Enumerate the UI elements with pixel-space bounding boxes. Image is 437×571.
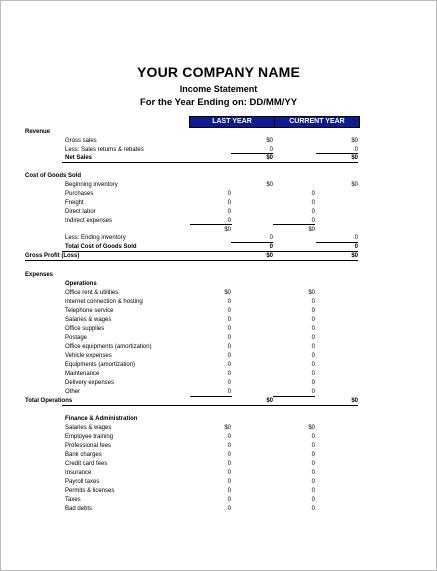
statement-row bbox=[1, 128, 436, 137]
row-label: Cost of Goods Sold bbox=[25, 173, 81, 179]
row-value: 0 bbox=[227, 461, 231, 467]
row-label: Net Sales bbox=[65, 155, 93, 161]
row-value: 0 bbox=[311, 470, 315, 476]
row-value: 0 bbox=[311, 497, 315, 503]
row-label: Insurance bbox=[65, 470, 92, 476]
row-value: 0 bbox=[311, 326, 315, 332]
row-label: Indirect expenses bbox=[65, 218, 113, 224]
row-value: 0 bbox=[269, 235, 273, 241]
row-label: Telephone service bbox=[65, 308, 114, 314]
row-value: 0 bbox=[227, 497, 231, 503]
row-label: Office supplies bbox=[65, 326, 105, 332]
statement-row bbox=[1, 496, 436, 505]
row-label: Beginning inventory bbox=[65, 182, 118, 188]
statement-row bbox=[1, 234, 436, 243]
statement-row bbox=[1, 325, 436, 334]
row-label: Bad debts bbox=[65, 506, 93, 512]
row-value: 0 bbox=[227, 209, 231, 215]
row-label: Employee training bbox=[65, 434, 114, 440]
statement-row bbox=[1, 460, 436, 469]
rule bbox=[273, 396, 315, 397]
row-value: 0 bbox=[311, 362, 315, 368]
row-label: Postage bbox=[65, 335, 88, 341]
row-value: $0 bbox=[308, 227, 315, 233]
statement-row bbox=[1, 361, 436, 370]
row-value: 0 bbox=[311, 461, 315, 467]
row-value: 0 bbox=[227, 389, 231, 395]
row-value: $0 bbox=[351, 253, 358, 259]
statement-row bbox=[1, 334, 436, 343]
row-value: 0 bbox=[227, 299, 231, 305]
rule bbox=[190, 396, 232, 397]
row-value: 0 bbox=[311, 434, 315, 440]
row-value: 0 bbox=[311, 371, 315, 377]
row-value: 0 bbox=[227, 335, 231, 341]
row-label: Finance & Administration bbox=[65, 416, 138, 422]
row-value: 0 bbox=[227, 326, 231, 332]
statement-row bbox=[1, 505, 436, 514]
rule bbox=[231, 242, 273, 243]
statement-row bbox=[1, 433, 436, 442]
row-label: Freight bbox=[65, 200, 84, 206]
row-value: 0 bbox=[311, 317, 315, 323]
statement-row bbox=[1, 379, 436, 388]
row-label: Office equipments (amortization) bbox=[65, 344, 152, 350]
statement-row bbox=[1, 172, 436, 181]
row-value: 0 bbox=[354, 244, 358, 250]
statement-row bbox=[1, 307, 436, 316]
row-value: $0 bbox=[266, 253, 273, 259]
row-value: $0 bbox=[266, 155, 273, 161]
total-cogs-rule bbox=[62, 251, 358, 252]
row-label: Salaries & wages bbox=[65, 425, 112, 431]
statement-row bbox=[1, 298, 436, 307]
row-value: $0 bbox=[351, 138, 358, 144]
row-label: Professional fees bbox=[65, 443, 112, 449]
row-value: 0 bbox=[311, 191, 315, 197]
row-value: 0 bbox=[311, 335, 315, 341]
total-operations-rule bbox=[62, 405, 358, 406]
row-value: $0 bbox=[266, 138, 273, 144]
statement-row bbox=[1, 181, 436, 190]
row-label: Operations bbox=[65, 281, 97, 287]
row-label: Less: Sales returns & rebates bbox=[65, 147, 144, 153]
statement-row bbox=[1, 424, 436, 433]
row-value: 0 bbox=[227, 380, 231, 386]
current-year-column-header: CURRENT YEAR bbox=[274, 116, 360, 128]
row-value: 0 bbox=[311, 488, 315, 494]
row-value: 0 bbox=[227, 191, 231, 197]
row-value: 0 bbox=[311, 353, 315, 359]
statement-period: For the Year Ending on: DD/MM/YY bbox=[139, 97, 298, 108]
statement-row bbox=[1, 415, 436, 424]
row-value: 0 bbox=[227, 479, 231, 485]
row-label: Salaries & wages bbox=[65, 317, 112, 323]
row-value: 0 bbox=[311, 380, 315, 386]
statement-row bbox=[1, 137, 436, 146]
row-value: 0 bbox=[227, 371, 231, 377]
row-value: $0 bbox=[224, 227, 231, 233]
row-value: 0 bbox=[311, 200, 315, 206]
row-value: 0 bbox=[269, 147, 273, 153]
row-value: 0 bbox=[354, 147, 358, 153]
row-label: Permits & licenses bbox=[65, 488, 115, 494]
rule bbox=[190, 224, 232, 225]
net-sales-rule bbox=[62, 162, 358, 163]
row-value: $0 bbox=[224, 290, 231, 296]
row-label: Internet connection & hosting bbox=[65, 299, 143, 305]
row-value: 0 bbox=[227, 362, 231, 368]
row-value: 0 bbox=[227, 443, 231, 449]
statement-row bbox=[1, 280, 436, 289]
row-value: 0 bbox=[227, 470, 231, 476]
row-label: Payroll taxes bbox=[65, 479, 100, 485]
statement-row bbox=[1, 199, 436, 208]
row-value: 0 bbox=[311, 209, 315, 215]
row-label: Total Cost of Goods Sold bbox=[65, 244, 137, 250]
row-value: $0 bbox=[351, 182, 358, 188]
row-label: Equipments (amortization) bbox=[65, 362, 136, 368]
statement-row bbox=[1, 451, 436, 460]
row-value: 0 bbox=[227, 317, 231, 323]
row-label: Bank charges bbox=[65, 452, 102, 458]
row-value: 0 bbox=[227, 344, 231, 350]
row-value: 0 bbox=[227, 506, 231, 512]
row-value: 0 bbox=[227, 353, 231, 359]
row-value: 0 bbox=[354, 235, 358, 241]
row-value: 0 bbox=[269, 244, 273, 250]
row-label: Maintenance bbox=[65, 371, 100, 377]
rule bbox=[316, 242, 358, 243]
statement-row bbox=[1, 271, 436, 280]
row-label: Less: Ending inventory bbox=[65, 235, 126, 241]
row-label: Office rent & utilities bbox=[65, 290, 119, 296]
last-year-column-header: LAST YEAR bbox=[189, 116, 275, 128]
statement-row bbox=[1, 352, 436, 361]
row-value: $0 bbox=[266, 398, 273, 404]
row-label: Expenses bbox=[25, 272, 54, 278]
row-value: $0 bbox=[266, 182, 273, 188]
statement-row bbox=[1, 289, 436, 298]
row-value: 0 bbox=[311, 506, 315, 512]
row-label: Total Operations bbox=[25, 398, 73, 404]
statement-row bbox=[1, 487, 436, 496]
row-value: 0 bbox=[311, 443, 315, 449]
row-label: Other bbox=[65, 389, 81, 395]
row-label: Credit card fees bbox=[65, 461, 108, 467]
row-value: 0 bbox=[311, 452, 315, 458]
row-value: 0 bbox=[311, 479, 315, 485]
row-label: Direct labor bbox=[65, 209, 96, 215]
row-value: 0 bbox=[311, 308, 315, 314]
row-value: 0 bbox=[227, 218, 231, 224]
row-label: Vehicle expenses bbox=[65, 353, 112, 359]
row-value: 0 bbox=[227, 434, 231, 440]
row-value: 0 bbox=[311, 218, 315, 224]
statement-row bbox=[1, 370, 436, 379]
rule bbox=[273, 224, 315, 225]
row-label: Purchases bbox=[65, 191, 94, 197]
gross-profit-rule bbox=[25, 260, 358, 261]
row-value: $0 bbox=[351, 398, 358, 404]
statement-row bbox=[1, 442, 436, 451]
row-label: Gross sales bbox=[65, 138, 97, 144]
company-name: YOUR COMPANY NAME bbox=[136, 64, 301, 80]
row-label: Taxes bbox=[65, 497, 81, 503]
statement-row bbox=[1, 190, 436, 199]
row-value: 0 bbox=[311, 344, 315, 350]
row-value: 0 bbox=[227, 452, 231, 458]
row-value: 0 bbox=[311, 389, 315, 395]
rule bbox=[231, 153, 273, 154]
statement-row bbox=[1, 478, 436, 487]
row-value: 0 bbox=[227, 200, 231, 206]
row-value: 0 bbox=[227, 488, 231, 494]
statement-row bbox=[1, 343, 436, 352]
statement-row bbox=[1, 469, 436, 478]
statement-title: Income Statement bbox=[179, 84, 258, 94]
row-label: Revenue bbox=[25, 129, 51, 135]
row-value: $0 bbox=[224, 425, 231, 431]
rule bbox=[316, 153, 358, 154]
row-value: $0 bbox=[308, 425, 315, 431]
row-label: Gross Profit (Loss) bbox=[25, 253, 80, 259]
statement-row bbox=[1, 316, 436, 325]
row-value: 0 bbox=[227, 308, 231, 314]
statement-row bbox=[1, 208, 436, 217]
row-value: $0 bbox=[308, 290, 315, 296]
row-value: 0 bbox=[311, 299, 315, 305]
row-label: Delivery expenses bbox=[65, 380, 115, 386]
row-value: $0 bbox=[351, 155, 358, 161]
